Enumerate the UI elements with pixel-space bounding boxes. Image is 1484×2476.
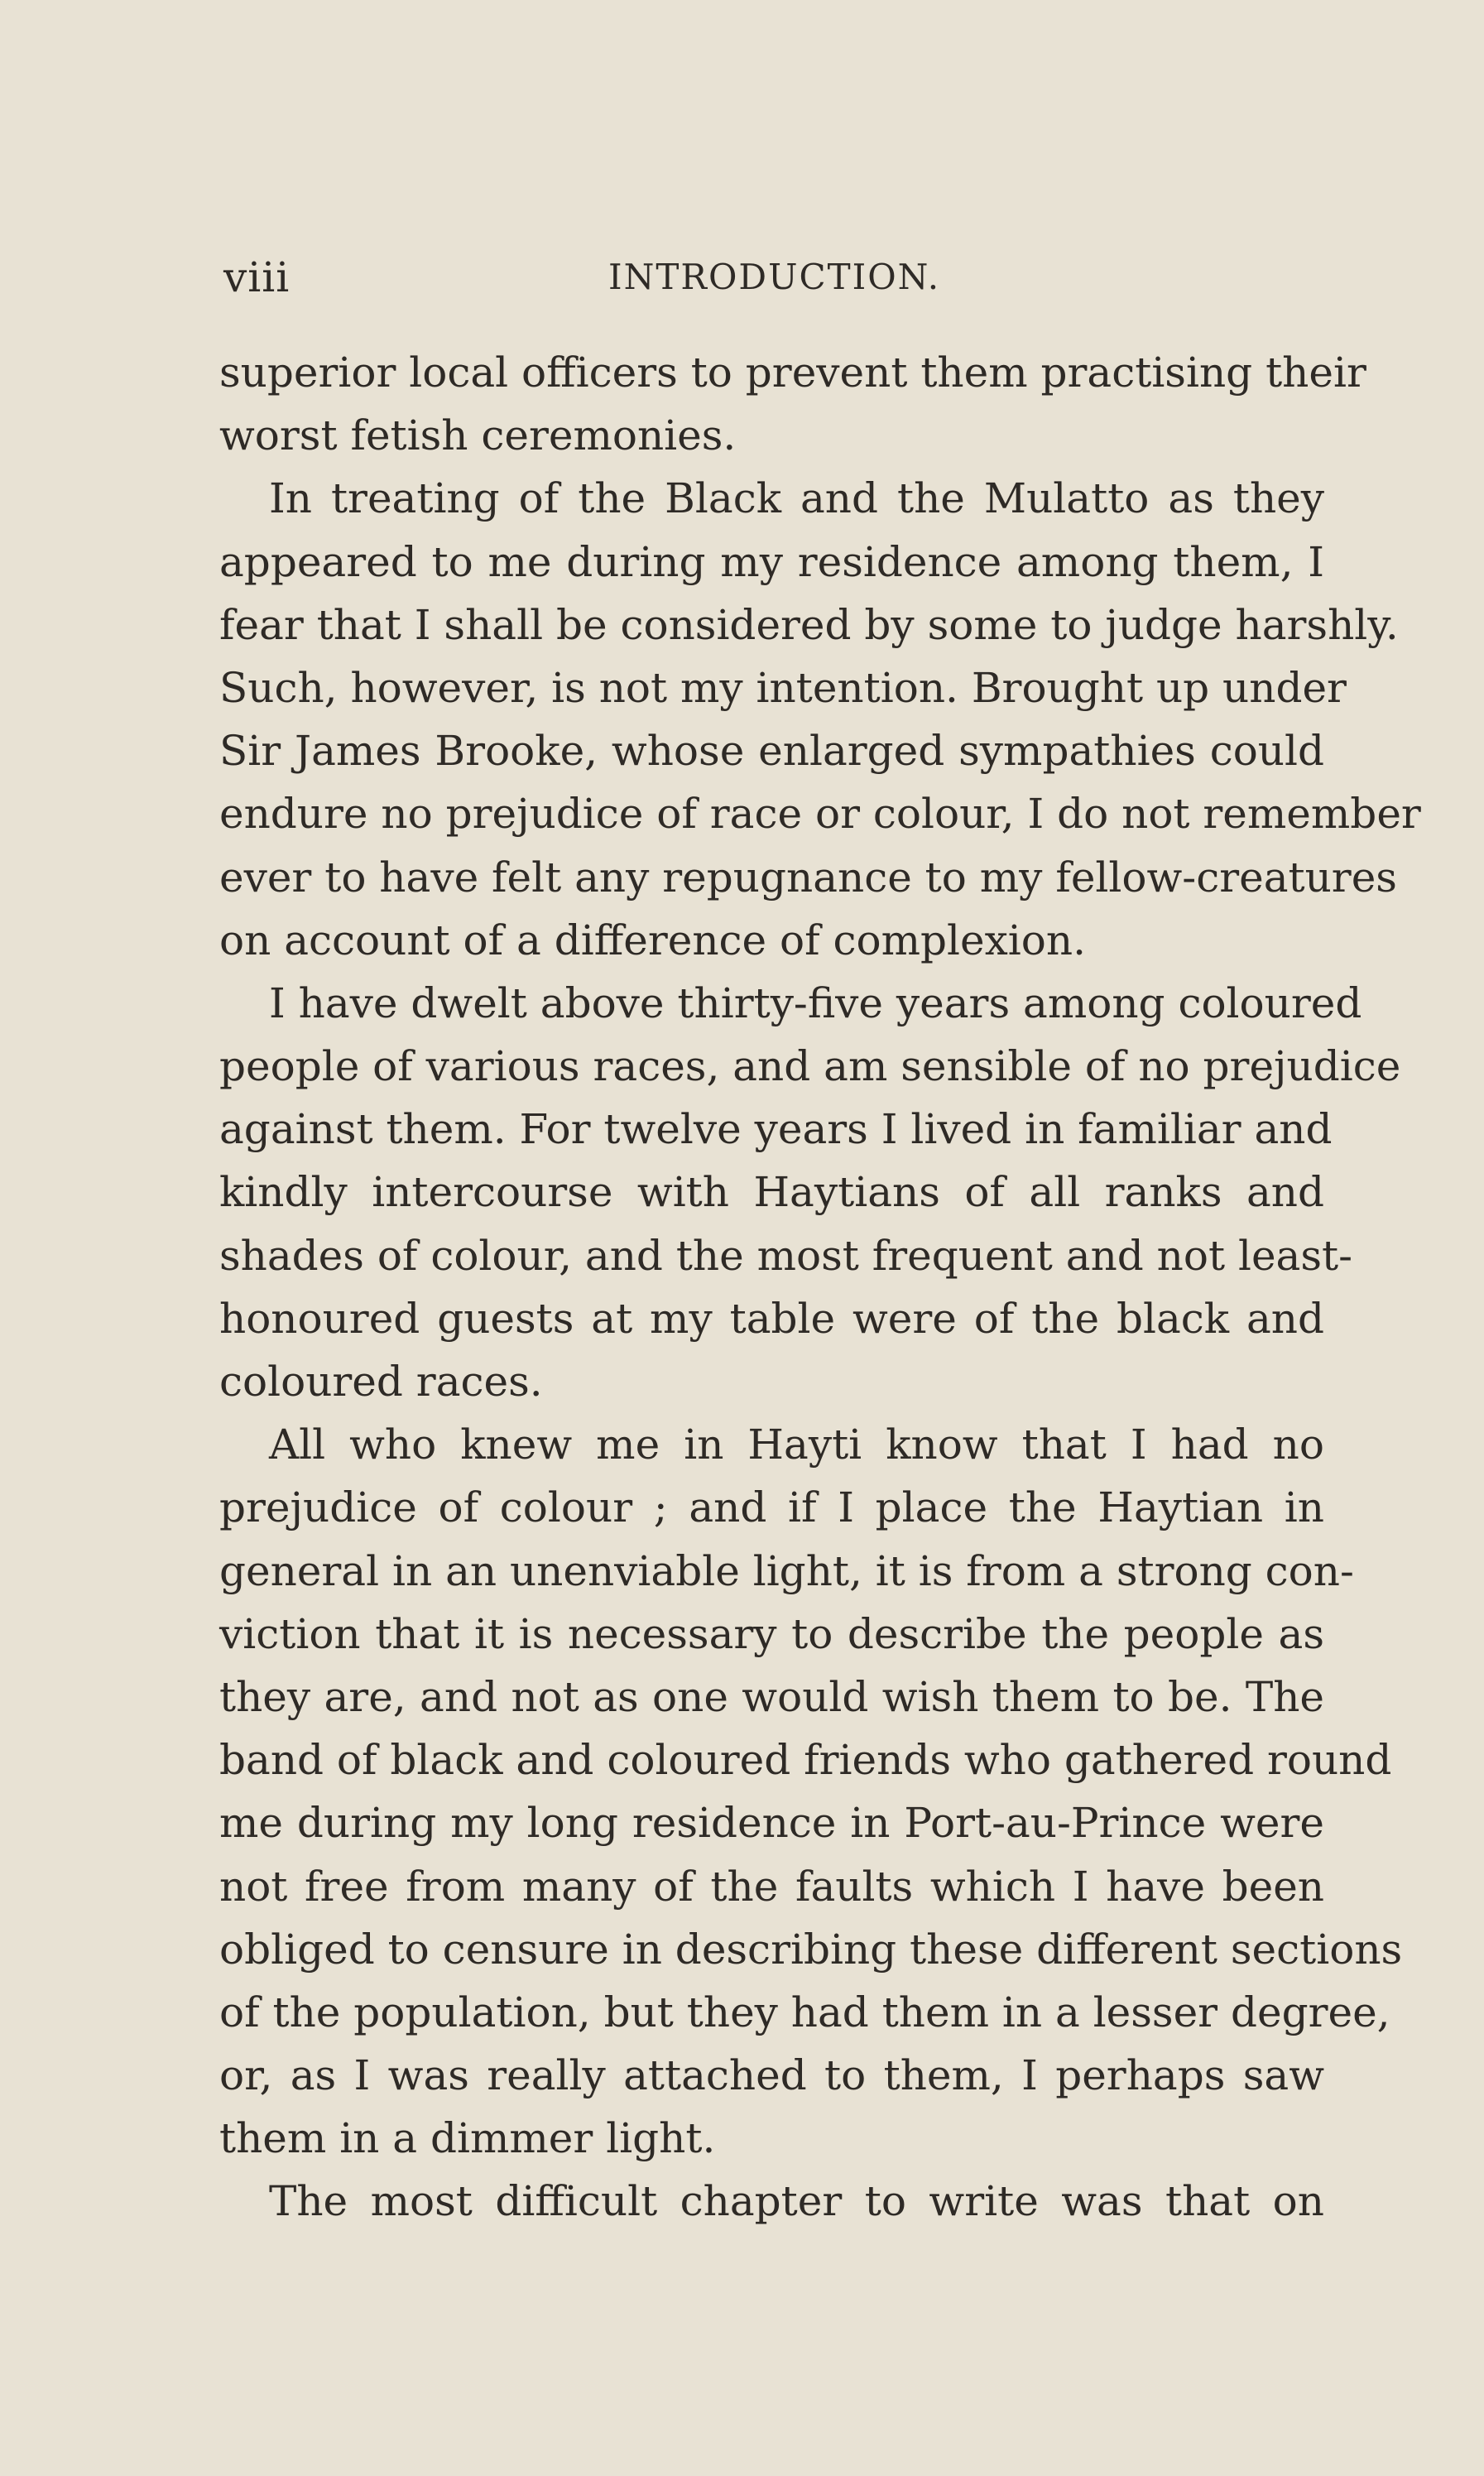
text-line: I have dwelt above thirty-five years among coloured — [269, 978, 1362, 1027]
text-line: appeared to me during my residence among them, I — [219, 537, 1324, 586]
text-line: viction that it is necessary to describe the people as — [219, 1609, 1324, 1658]
text-line: endure no prejudice of race or colour, I do not remember — [219, 790, 1421, 839]
text-line: people of various races, and am sensible of no prejudice — [219, 1042, 1401, 1091]
text-line: honoured guests at my table were of the black and — [219, 1294, 1324, 1343]
text-line: them in a dimmer light. — [219, 2114, 716, 2163]
text-line: they are, and not as one would wish them to be. The — [219, 1672, 1324, 1721]
running-head — [223, 253, 1324, 303]
text-line: of the population, but they had them in a lesser degree, — [219, 1988, 1390, 2036]
text-line: band of black and coloured friends who gathered round — [219, 1736, 1392, 1785]
page-number: viii — [223, 253, 291, 301]
text-line: general in an unenviable light, it is from a strong con- — [219, 1546, 1354, 1595]
text-line: not free from many of the faults which I have been — [219, 1862, 1324, 1911]
text-line: coloured races. — [219, 1358, 543, 1406]
text-line: Sir James Brooke, whose enlarged sympathies could — [219, 727, 1324, 776]
text-line: prejudice of colour ; and if I place the Haytian in — [219, 1483, 1324, 1532]
text-line: obliged to censure in describing these different sections — [219, 1925, 1403, 1974]
text-line: The most difficult chapter to write was that on — [269, 2177, 1324, 2226]
text-line: on account of a difference of complexion. — [219, 916, 1086, 964]
text-line: ever to have felt any repugnance to my fellow-creatures — [219, 853, 1397, 901]
text-line: In treating of the Black and the Mulatto as they — [269, 474, 1324, 523]
running-title: INTRODUCTION. — [608, 257, 941, 297]
text-line: or, as I was really attached to them, I perhaps saw — [219, 2051, 1324, 2100]
text-line: me during my long residence in Port-au-Prince were — [219, 1799, 1324, 1848]
text-line: against them. For twelve years I lived in familiar and — [219, 1105, 1333, 1154]
body-text — [219, 341, 1421, 2233]
text-line: fear that I shall be considered by some to judge harshly. — [219, 600, 1399, 649]
text-line: All who knew me in Hayti know that I had no — [269, 1421, 1324, 1469]
text-line: shades of colour, and the most frequent and not least- — [219, 1231, 1352, 1280]
text-line: Such, however, is not my intention. Brought up under — [219, 663, 1347, 712]
text-line: kindly intercourse with Haytians of all ranks and — [219, 1168, 1324, 1217]
text-line: worst fetish ceremonies. — [219, 411, 737, 460]
text-line: superior local officers to prevent them practising their — [219, 349, 1366, 397]
